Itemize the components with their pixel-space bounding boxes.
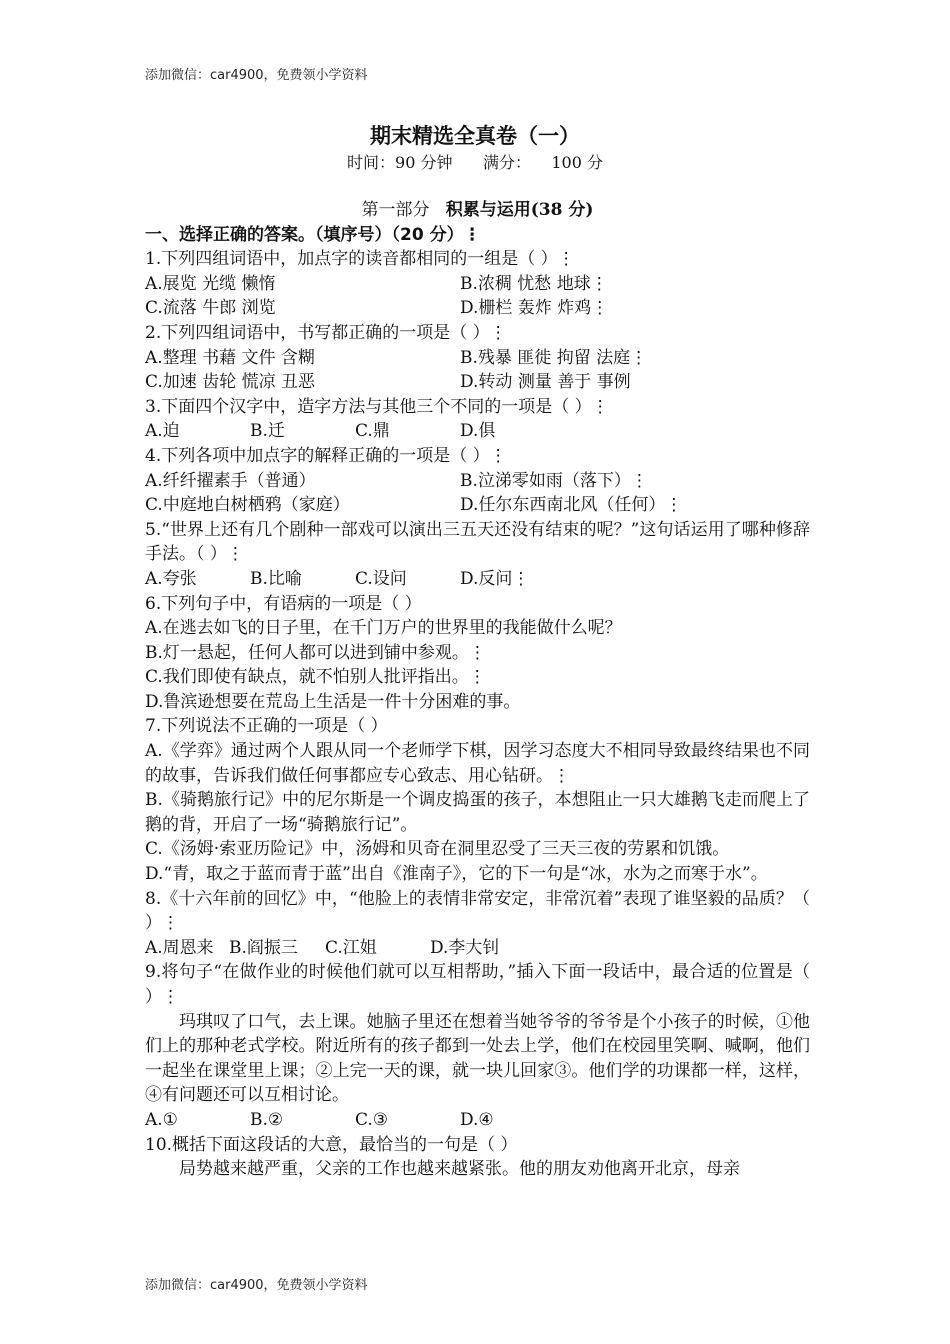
q9-option-c: C.③ <box>355 1109 389 1130</box>
q8-stem: 8.《十六年前的回忆》中，“他脸上的表情非常安定，非常沉着”表现了谁坚毅的品质？（ ）⋮ <box>145 888 810 934</box>
q4-option-d: D.任尔东西南北风（任何）⋮ <box>460 495 683 516</box>
page-header: 添加微信：car4900，免费领小学资料 <box>145 68 368 83</box>
q2-options-row-1 <box>145 346 810 371</box>
q4-option-a: A.纤纤擢素手（普通） <box>145 470 316 491</box>
q5-options <box>145 567 810 592</box>
q4-option-b: B.泣涕零如雨（落下）⋮ <box>460 470 648 491</box>
q2-option-c: C.加速 齿轮 慌凉 丑恶 <box>145 372 316 393</box>
q5-option-b: B.比喻 <box>250 568 302 589</box>
q10-passage: 局势越来越严重，父亲的工作也越来越紧张。他的朋友劝他离开北京，母亲 <box>179 1159 740 1180</box>
section-prefix: 第一部分 <box>361 200 446 220</box>
q9-stem: 9.将句子“在做作业的时候他们就可以互相帮助，”插入下面一段话中，最合适的位置是（ ）⋮ <box>145 962 810 1007</box>
q3-option-d: D.俱 <box>460 421 496 442</box>
q4-stem: 4.下列各项中加点字的解释正确的一项是（ ）⋮ <box>145 445 507 466</box>
exam-subtitle: 时间：90 分钟 满分： 100 分 <box>347 153 603 172</box>
heading-part-1: 一、选择正确的答案。（填序号）（20 分）⋮ <box>145 224 481 245</box>
q5-option-a: A.夸张 <box>145 568 197 589</box>
section-title <box>145 198 810 223</box>
q10-stem: 10.概括下面这段话的大意，最恰当的一句是（ ） <box>145 1134 518 1155</box>
q6-stem: 6.下列句子中，有语病的一项是（ ） <box>145 593 422 614</box>
q2-option-b: B.残暴 匪徙 拘留 法庭⋮ <box>460 347 648 368</box>
q5-stem: 5.“世界上还有几个剧种一部戏可以演出三五天还没有结束的呢？”这句话运用了哪种修辞手法。（ ）⋮ <box>145 519 810 565</box>
q7-option-b: B.《骑鹅旅行记》中的尼尔斯是一个调皮捣蛋的孩子，本想阻止一只大雄鹅飞走而爬上了鹅的背，开启了一场“骑鹅旅行记”。 <box>145 790 810 835</box>
q4-options-row-1 <box>145 469 810 494</box>
q7-option-c: C.《汤姆·索亚历险记》中，汤姆和贝奇在洞里忍受了三天三夜的劳累和饥饿。 <box>145 839 730 860</box>
q7-option-d: D.“青，取之于蓝而青于蓝”出自《淮南子》，它的下一句是“冰，水为之而寒于水”。 <box>145 864 768 885</box>
q6-option-d: D.鲁滨逊想要在荒岛上生活是一件十分困难的事。 <box>145 691 521 712</box>
q9-passage: 玛琪叹了口气，去上课。她脑子里还在想着当她爷爷的爷爷是个小孩子的时候，①他们上的那种老式学校。附近所有的孩子都到一处去上学，他们在校园里笑啊、喊啊，他们一起坐在课堂里上课；②上完一天的课，就一块儿回家③。他们学的功课都一样，这样，④有问题还可以互相讨论。 <box>145 1011 810 1106</box>
q4-options-row-2 <box>145 493 810 518</box>
q5-option-c: C.设问 <box>355 568 407 589</box>
q1-option-c: C.流落 牛郎 浏览 <box>145 298 276 319</box>
q5-option-d: D.反问⋮ <box>460 568 530 589</box>
q7-stem: 7.下列说法不正确的一项是（ ） <box>145 716 388 737</box>
q1-stem: 1.下列四组词语中，加点字的读音都相同的一组是（ ）⋮ <box>145 249 575 270</box>
q6-option-b: B.灯一悬起，任何人都可以进到铺中参观。⋮ <box>145 642 486 663</box>
section-name: 积累与运用(38 分) <box>445 200 594 220</box>
q9-option-b: B.② <box>250 1109 284 1130</box>
q1-option-b: B.浓稠 忧愁 地球⋮ <box>460 273 608 294</box>
q3-option-a: A.迫 <box>145 421 180 442</box>
q1-option-a: A.展览 光缆 懒惰 <box>145 273 276 294</box>
q1-options-row-2 <box>145 296 810 321</box>
q2-option-a: A.整理 书藉 文件 含糊 <box>145 347 315 368</box>
page-footer: 添加微信：car4900，免费领小学资料 <box>145 1278 368 1293</box>
q3-option-c: C.鼎 <box>355 421 390 442</box>
q1-options-row-1 <box>145 272 810 297</box>
q8-option-c: C.江姐 <box>325 937 377 958</box>
q3-options <box>145 419 810 444</box>
q2-options-row-2 <box>145 370 810 395</box>
q9-option-d: D.④ <box>460 1109 494 1130</box>
q3-stem: 3.下面四个汉字中，造字方法与其他三个不同的一项是（ ）⋮ <box>145 396 609 417</box>
q9-option-a: A.① <box>145 1109 178 1130</box>
q8-options <box>145 936 810 961</box>
q8-option-d: D.李大钊 <box>430 937 500 958</box>
q3-option-b: B.迁 <box>250 421 285 442</box>
q2-option-d: D.转动 测量 善于 事例 <box>460 372 631 393</box>
exam-title: 期末精选全真卷（一） <box>370 124 580 148</box>
q4-option-c: C.中庭地白树栖鸦（家庭） <box>145 495 350 516</box>
q7-option-a: A.《学弈》通过两个人跟从同一个老师学下棋，因学习态度大不相同导致最终结果也不同的故事，告诉我们做任何事都应专心致志、用心钻研。⋮ <box>145 741 810 786</box>
q9-options <box>145 1108 810 1133</box>
q6-option-c: C.我们即使有缺点，就不怕别人批评指出。⋮ <box>145 667 486 688</box>
q6-option-a: A.在逃去如飞的日子里，在千门万户的世界里的我能做什么呢？ <box>145 618 622 639</box>
q2-stem: 2.下列四组词语中，书写都正确的一项是（ ）⋮ <box>145 322 507 343</box>
exam-content <box>145 198 810 1182</box>
q8-option-b: B.阎振三 <box>229 937 298 958</box>
q8-option-a: A.周恩来 <box>145 937 214 958</box>
q1-option-d: D.栅栏 轰炸 炸鸡⋮ <box>460 298 609 319</box>
